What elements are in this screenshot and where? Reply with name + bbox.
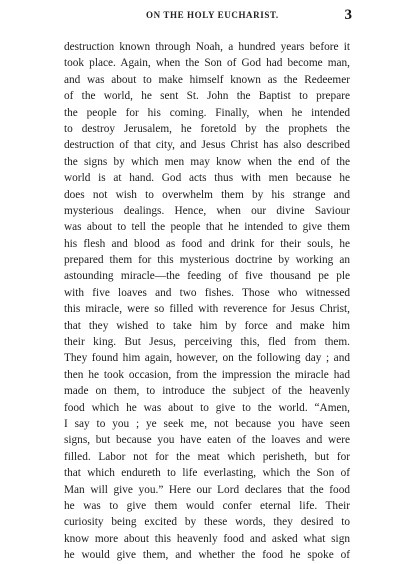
text-line: destruction of that city, and Jesus Christ has also described	[64, 139, 350, 152]
text-line: he would give them, and whether the food he spoke of	[64, 549, 350, 562]
running-title: ON THE HOLY EUCHARIST.	[146, 10, 279, 20]
text-line: food which he was about to give to the world. “Amen,	[64, 401, 350, 414]
text-line: the people for his coming. Finally, when he intended	[64, 106, 350, 119]
text-line: I say to you ; ye seek me, not because you have seen	[64, 417, 350, 430]
text-line: with five loaves and two fishes. Those who witnessed	[64, 286, 350, 299]
text-line: was about to tell the people that he intended to give them	[64, 221, 350, 234]
text-line: made on them, to introduce the subject of the heavenly	[64, 385, 350, 398]
text-line: that which endureth to life everlasting, which the Son of	[64, 467, 350, 480]
text-line: of the world, he sent St. John the Baptist to prepare	[64, 90, 350, 103]
text-line: and was about to make himself known as the Redeemer	[64, 73, 350, 86]
text-line: mysterious dealings. Hence, when our divine Saviour	[64, 204, 350, 217]
text-line: that they wished to take him by force and make him	[64, 319, 350, 332]
text-line: signs, but because you have eaten of the loaves and were	[64, 434, 350, 447]
text-line: their king. But Jesus, perceiving this, fled from them.	[64, 336, 350, 349]
text-line: astounding miracle—the feeding of five thousand pe ple	[64, 270, 350, 283]
text-line: filled. Labor not for the meat which perisheth, but for	[64, 450, 350, 463]
text-line: to destroy Jerusalem, he foretold by the prophets the	[64, 122, 350, 135]
text-line: know more about this heavenly food and asked what sign	[64, 532, 350, 545]
text-line: then he took occasion, from the impression the miracle had	[64, 368, 350, 381]
text-line: the signs by which men may know when the end of the	[64, 155, 350, 168]
body-text	[64, 39, 350, 564]
text-line: curiosity being excited by these words, they desired to	[64, 516, 350, 529]
text-line: he was to give them would confer eternal life. Their	[64, 499, 350, 512]
text-line: took place. Again, when the Son of God had become man,	[64, 57, 350, 70]
running-header	[62, 7, 352, 28]
text-line: world is at hand. God acts thus with men because he	[64, 172, 350, 185]
text-line: does not wish to overwhelm them by his strange and	[64, 188, 350, 201]
page-number: 3	[344, 7, 352, 23]
text-line: They found him again, however, on the following day ; and	[64, 352, 350, 365]
text-line: his flesh and blood as food and drink for their souls, he	[64, 237, 350, 250]
text-line: prepared them for this mysterious doctrine by working an	[64, 254, 350, 267]
text-line: destruction known through Noah, a hundred years before it	[64, 41, 350, 53]
text-line: Man will give you.” Here our Lord declares that the food	[64, 483, 350, 496]
text-line: this miracle, were so filled with reverence for Jesus Christ,	[64, 303, 350, 316]
